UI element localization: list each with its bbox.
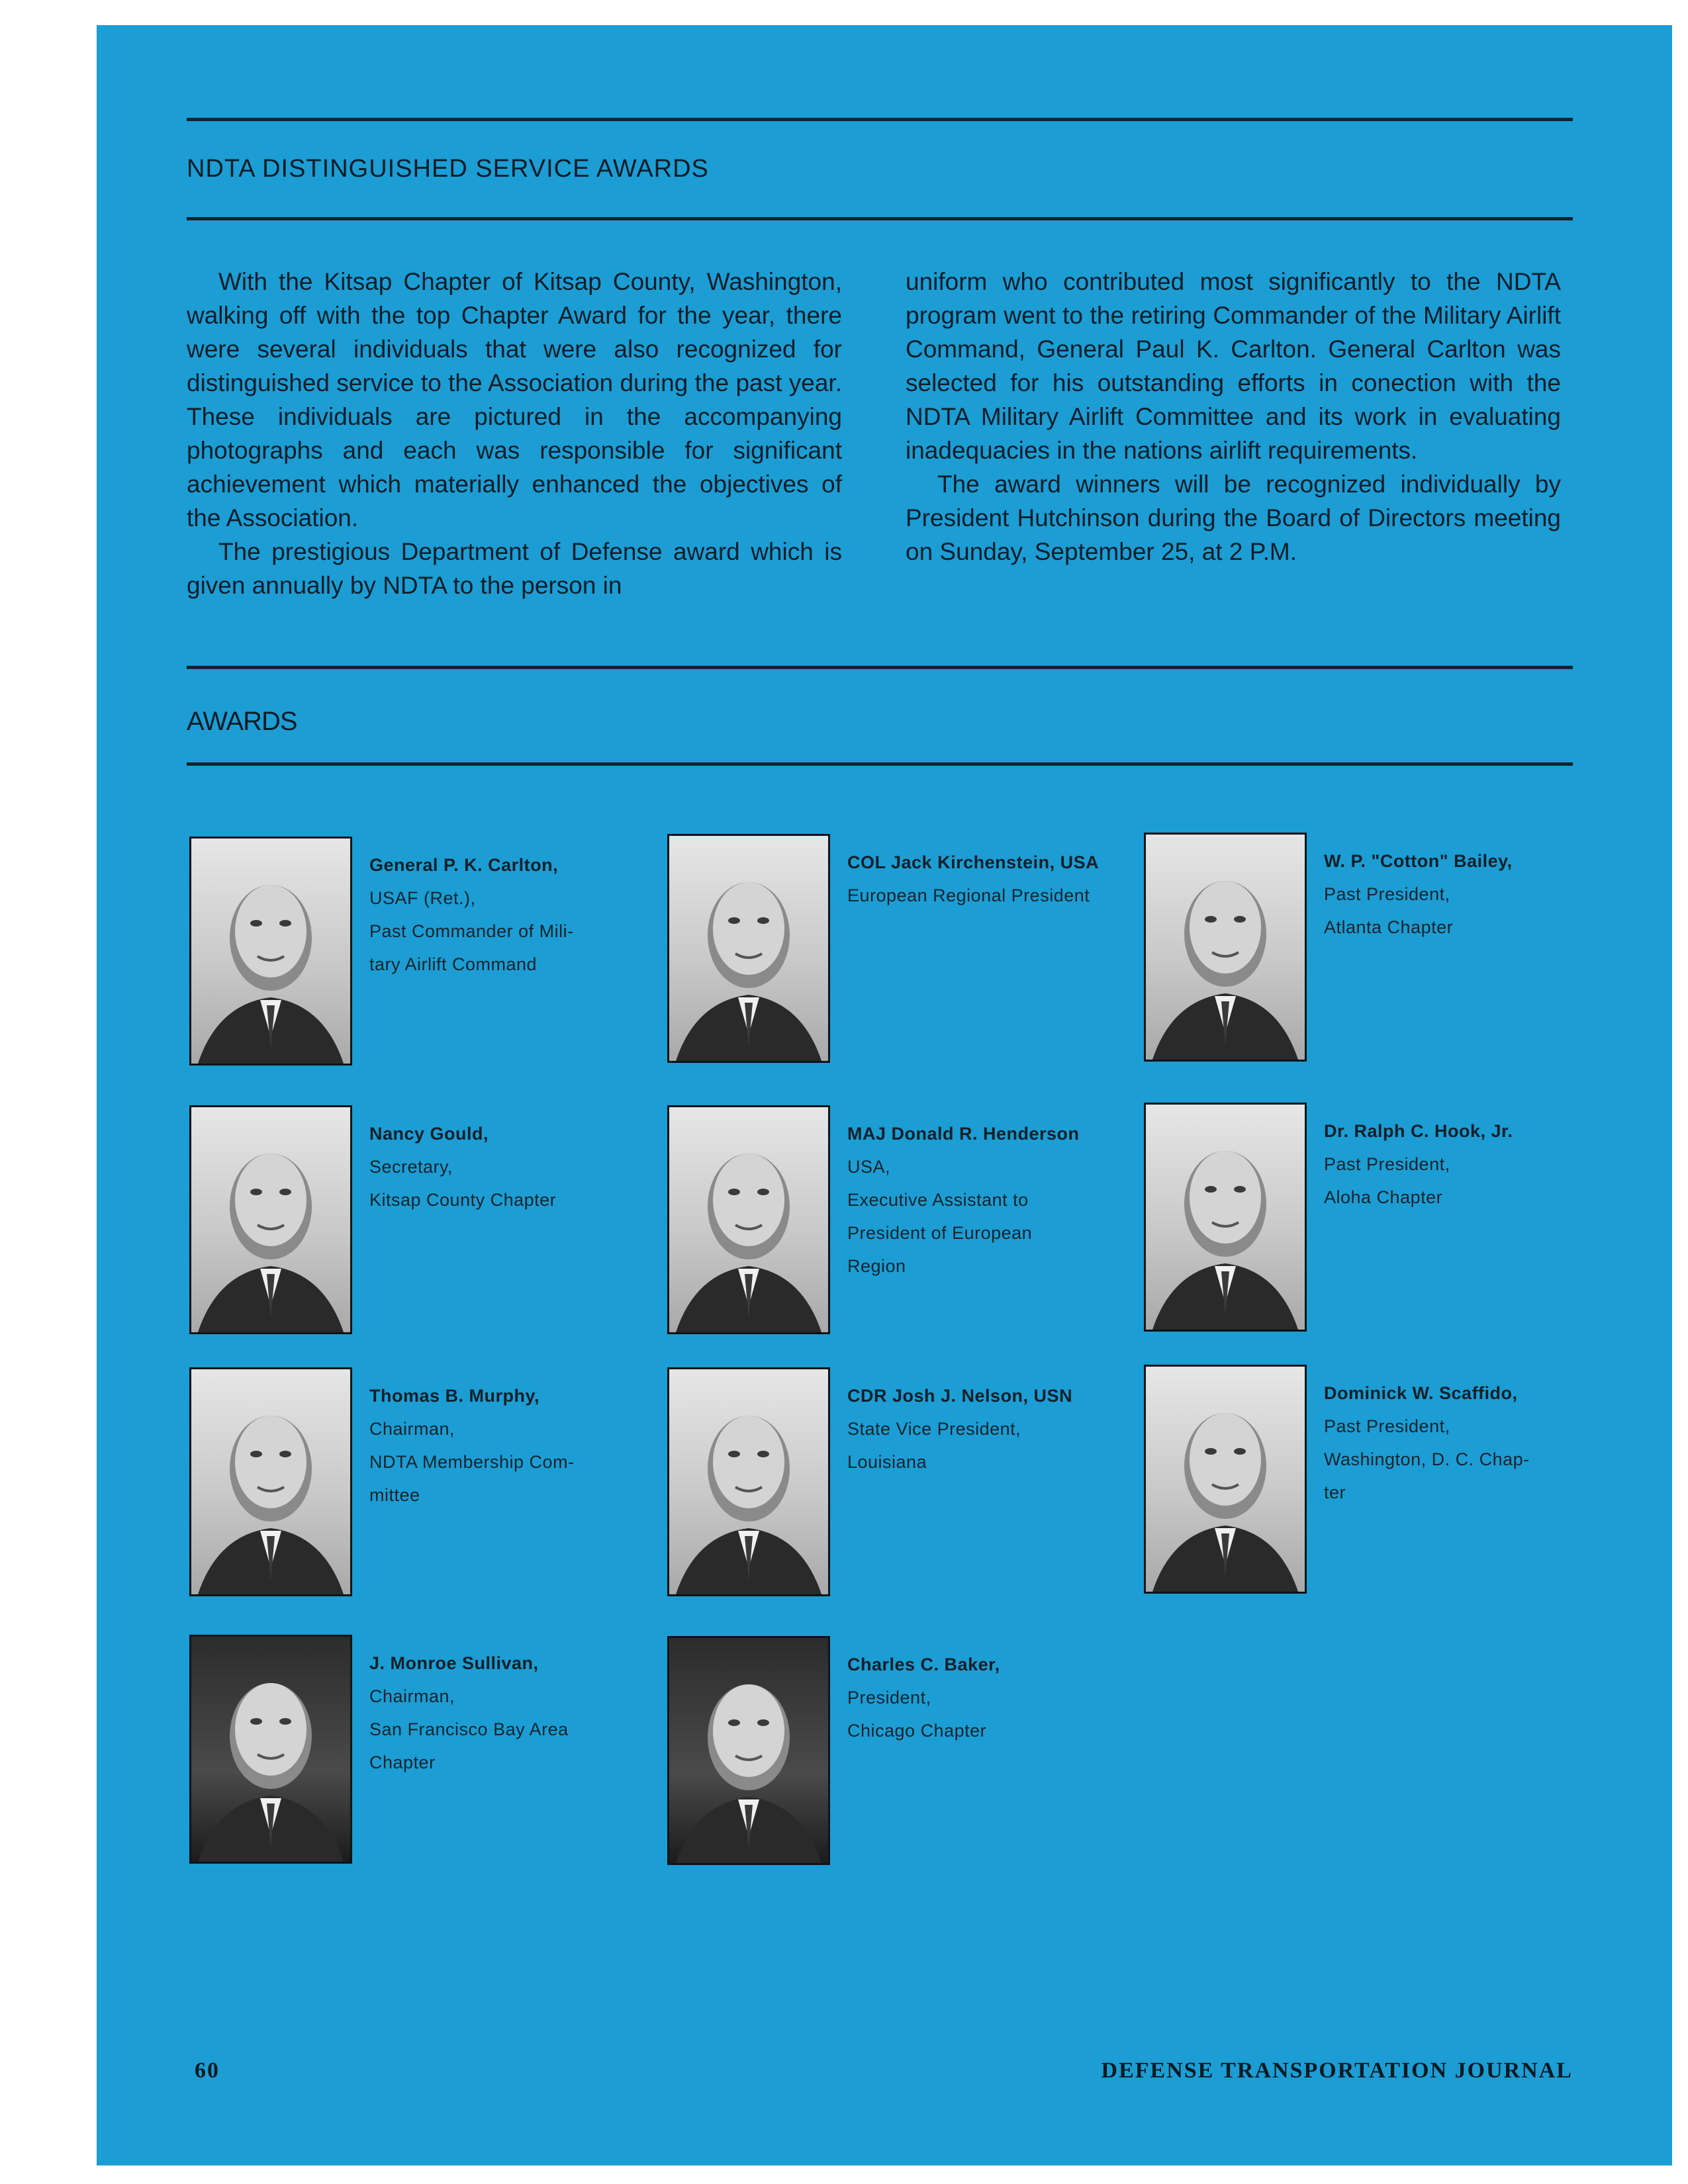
recipient-title-line: Washington, D. C. Chap- xyxy=(1324,1449,1530,1469)
awards-heading: AWARDS xyxy=(187,707,297,736)
page-panel xyxy=(97,25,1672,2165)
title-underline-rule xyxy=(187,217,1573,220)
portrait-photo xyxy=(1144,833,1307,1062)
recipient-title-line: President of European xyxy=(847,1223,1033,1243)
article-column-right xyxy=(906,265,1561,569)
article-paragraph: uniform who contributed most significantly to the NDTA program went to the retiring Commander of the Military Airlift Command, General Paul K. Carlton. General Carlton was selected for his outstanding efforts in conection with the NDTA Military Airlift Committee and its work in evaluating inadequacies in the nations airlift requirements. xyxy=(906,268,1561,464)
recipient-title-line: Past President, xyxy=(1324,1416,1450,1436)
recipient-name: Charles C. Baker, xyxy=(847,1655,1000,1674)
portrait-photo xyxy=(1144,1365,1307,1594)
awards-underline-rule xyxy=(187,762,1573,766)
recipient-name: Dominick W. Scaffido, xyxy=(1324,1383,1518,1403)
award-caption xyxy=(369,1647,654,1779)
portrait-photo xyxy=(189,1635,352,1864)
award-caption xyxy=(1324,1377,1609,1509)
recipient-name: MAJ Donald R. Henderson xyxy=(847,1124,1080,1144)
recipient-title-line: Aloha Chapter xyxy=(1324,1187,1443,1207)
recipient-title-line: Atlanta Chapter xyxy=(1324,917,1454,937)
recipient-name: CDR Josh J. Nelson, USN xyxy=(847,1386,1073,1406)
recipient-title-line: State Vice President, xyxy=(847,1419,1021,1439)
recipient-title-line: Chicago Chapter xyxy=(847,1721,987,1741)
article-paragraph: The award winners will be recognized individually by President Hutchinson during the Board of Directors meeting on Sunday, September 25, at 2 P.M. xyxy=(906,471,1561,565)
recipient-title-line: Chairman, xyxy=(369,1686,455,1706)
recipient-title-line: ter xyxy=(1324,1482,1346,1502)
recipient-title-line: mittee xyxy=(369,1485,420,1505)
recipient-name: Thomas B. Murphy, xyxy=(369,1386,540,1406)
recipient-title-line: Chapter xyxy=(369,1752,436,1772)
recipient-name: J. Monroe Sullivan, xyxy=(369,1653,539,1673)
award-caption xyxy=(1324,1115,1609,1214)
recipient-name: COL Jack Kirchenstein, USA xyxy=(847,852,1100,872)
top-rule xyxy=(187,118,1573,121)
portrait-photo xyxy=(189,1105,352,1334)
recipient-title-line: tary Airlift Command xyxy=(369,954,538,974)
recipient-name: Nancy Gould, xyxy=(369,1124,489,1144)
award-caption xyxy=(1324,844,1609,944)
recipient-name: Dr. Ralph C. Hook, Jr. xyxy=(1324,1121,1513,1141)
recipient-title-line: Chairman, xyxy=(369,1419,455,1439)
recipient-title-line: Louisiana xyxy=(847,1452,927,1472)
award-caption xyxy=(369,1379,654,1512)
page-number: 60 xyxy=(195,2058,220,2083)
awards-top-rule xyxy=(187,666,1573,669)
award-caption xyxy=(847,1117,1132,1283)
portrait-photo xyxy=(189,1367,352,1596)
recipient-title-line: Past Commander of Mili- xyxy=(369,921,574,941)
article-paragraph: With the Kitsap Chapter of Kitsap County, Washington, walking off with the top Chapter Award for the year, there were several individuals that were also recognized for distinguished service to the Association during the past year. These individuals are pictured in the accompanying photographs and each was responsible for significant achievement which materially enhanced the objectives of the Association. xyxy=(187,268,842,531)
publication-name: DEFENSE TRANSPORTATION JOURNAL xyxy=(1101,2058,1573,2083)
award-caption xyxy=(369,1117,654,1216)
portrait-photo xyxy=(1144,1103,1307,1332)
recipient-title-line: Region xyxy=(847,1256,906,1276)
recipient-title-line: Secretary, xyxy=(369,1157,453,1177)
portrait-photo xyxy=(667,834,830,1063)
award-caption xyxy=(847,1379,1132,1479)
award-caption xyxy=(369,848,654,981)
award-caption xyxy=(847,1648,1132,1747)
portrait-photo xyxy=(667,1367,830,1596)
award-caption xyxy=(847,846,1132,912)
recipient-title-line: Kitsap County Chapter xyxy=(369,1190,557,1210)
recipient-title-line: European Regional President xyxy=(847,886,1090,905)
recipient-name: W. P. "Cotton" Bailey, xyxy=(1324,851,1513,871)
recipient-title-line: President, xyxy=(847,1688,931,1707)
recipient-title-line: San Francisco Bay Area xyxy=(369,1719,569,1739)
recipient-title-line: USA, xyxy=(847,1157,891,1177)
recipient-title-line: Past President, xyxy=(1324,1154,1450,1174)
page-title: NDTA DISTINGUISHED SERVICE AWARDS xyxy=(187,155,709,183)
recipient-name: General P. K. Carlton, xyxy=(369,855,559,875)
article-column-left xyxy=(187,265,842,602)
portrait-photo xyxy=(667,1105,830,1334)
recipient-title-line: USAF (Ret.), xyxy=(369,888,476,908)
article-paragraph: The prestigious Department of Defense award which is given annually by NDTA to the person in xyxy=(187,538,842,599)
portrait-photo xyxy=(189,837,352,1066)
recipient-title-line: NDTA Membership Com- xyxy=(369,1452,575,1472)
recipient-title-line: Executive Assistant to xyxy=(847,1190,1029,1210)
portrait-photo xyxy=(667,1636,830,1865)
recipient-title-line: Past President, xyxy=(1324,884,1450,904)
